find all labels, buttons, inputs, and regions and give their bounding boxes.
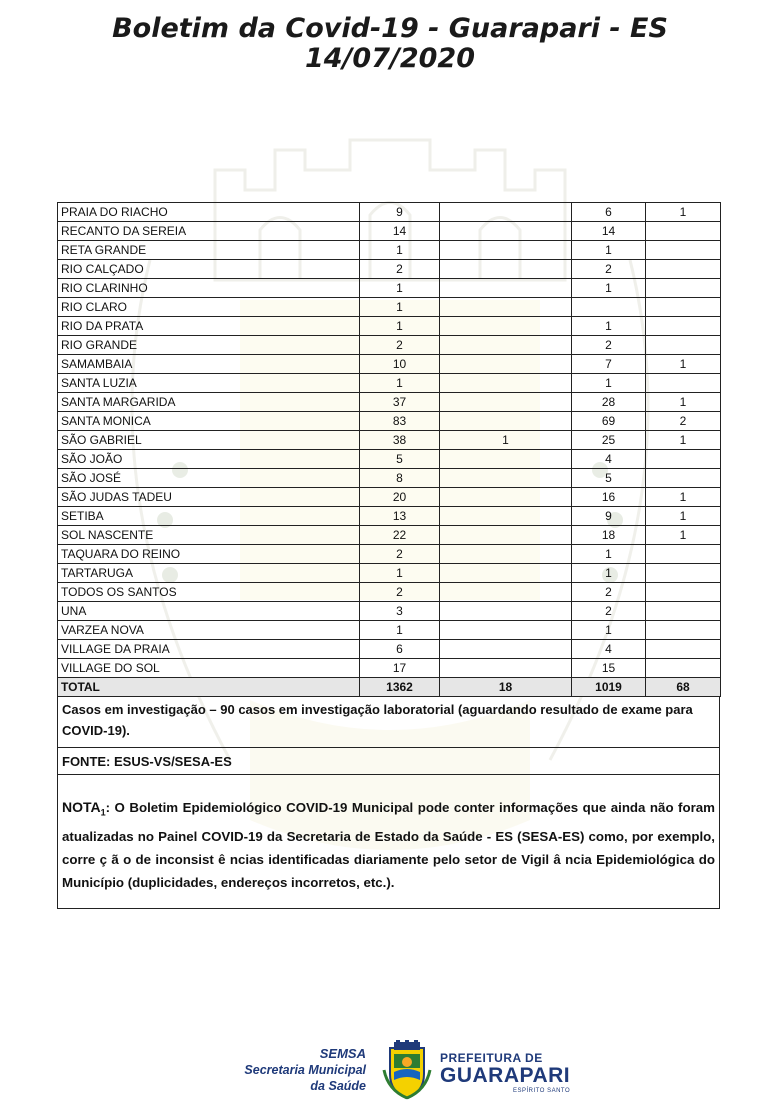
count-cell: 16 — [572, 488, 646, 507]
count-cell — [440, 222, 572, 241]
count-cell: 1 — [646, 203, 721, 222]
count-cell: 2 — [360, 336, 440, 355]
count-cell — [646, 317, 721, 336]
city-crest-icon — [382, 1040, 432, 1100]
table-row — [58, 260, 721, 279]
count-cell: 17 — [360, 659, 440, 678]
semsa-acronym: SEMSA — [319, 1046, 366, 1061]
neighborhood-cell: SÃO JOÃO — [58, 450, 360, 469]
count-cell: 1 — [646, 393, 721, 412]
count-cell — [646, 450, 721, 469]
table-row — [58, 469, 721, 488]
table-row — [58, 450, 721, 469]
count-cell: 2 — [646, 412, 721, 431]
semsa-logo-text — [244, 1046, 366, 1094]
count-cell: 1 — [360, 564, 440, 583]
count-cell: 2 — [572, 583, 646, 602]
table-row — [58, 583, 721, 602]
count-cell: 1 — [572, 564, 646, 583]
nota-box — [57, 775, 720, 909]
prefeitura-logo-text — [440, 1052, 570, 1095]
count-cell: 1 — [360, 317, 440, 336]
table-row — [58, 640, 721, 659]
neighborhood-cell: RETA GRANDE — [58, 241, 360, 260]
count-cell: 37 — [360, 393, 440, 412]
count-cell — [646, 602, 721, 621]
neighborhood-cell: RIO GRANDE — [58, 336, 360, 355]
count-cell — [646, 374, 721, 393]
count-cell: 4 — [572, 450, 646, 469]
count-cell: 1 — [646, 526, 721, 545]
count-cell — [440, 241, 572, 260]
count-cell: 20 — [360, 488, 440, 507]
count-cell: 13 — [360, 507, 440, 526]
count-cell — [440, 279, 572, 298]
table-row — [58, 298, 721, 317]
table-row — [58, 602, 721, 621]
count-cell — [440, 412, 572, 431]
count-cell: 2 — [360, 583, 440, 602]
count-cell — [440, 640, 572, 659]
count-cell: 2 — [360, 260, 440, 279]
nota-subscript: 1 — [100, 807, 106, 818]
count-cell — [440, 450, 572, 469]
neighborhood-cell: TODOS OS SANTOS — [58, 583, 360, 602]
pref-line3: ESPÍRITO SANTO — [513, 1088, 571, 1094]
count-cell: 1019 — [572, 678, 646, 697]
count-cell: 1 — [360, 298, 440, 317]
count-cell: 38 — [360, 431, 440, 450]
count-cell: 1 — [646, 431, 721, 450]
count-cell: 15 — [572, 659, 646, 678]
count-cell — [440, 488, 572, 507]
count-cell: 1 — [440, 431, 572, 450]
neighborhood-cell: SAMAMBAIA — [58, 355, 360, 374]
count-cell — [646, 298, 721, 317]
count-cell — [440, 317, 572, 336]
footer — [0, 1040, 780, 1110]
count-cell: 5 — [572, 469, 646, 488]
count-cell: 18 — [440, 678, 572, 697]
table-row — [58, 393, 721, 412]
count-cell: 1 — [360, 279, 440, 298]
neighborhood-cell: SÃO JOSÉ — [58, 469, 360, 488]
table-row — [58, 336, 721, 355]
table-row — [58, 526, 721, 545]
neighborhood-cell: UNA — [58, 602, 360, 621]
count-cell — [646, 640, 721, 659]
count-cell: 28 — [572, 393, 646, 412]
table-row — [58, 545, 721, 564]
count-cell: 83 — [360, 412, 440, 431]
count-cell — [440, 526, 572, 545]
table-row — [58, 431, 721, 450]
semsa-line3: da Saúde — [310, 1079, 366, 1093]
count-cell: 6 — [572, 203, 646, 222]
count-cell — [440, 298, 572, 317]
count-cell: 69 — [572, 412, 646, 431]
table-row — [58, 222, 721, 241]
count-cell — [572, 298, 646, 317]
nota-label: NOTA — [62, 799, 101, 815]
table-row — [58, 203, 721, 222]
count-cell: 1 — [646, 355, 721, 374]
table-row — [58, 659, 721, 678]
nota-text: : O Boletim Epidemiológico COVID-19 Municipal pode conter informações que ainda não foram atualizadas no Painel COVID-19 da Secretaria de Estado da Saúde - ES (SESA-ES) como, por exemplo, corre ç ã o de inconsist ê ncias identificadas diariamente pelo setor de Vigil â ncia Epidemiológica do Município (duplicidades, endereços incorretos, etc.). — [62, 800, 715, 890]
count-cell: 1 — [572, 545, 646, 564]
table-row — [58, 488, 721, 507]
neighborhood-cell: SETIBA — [58, 507, 360, 526]
neighborhood-cell: SANTA MONICA — [58, 412, 360, 431]
count-cell: 1 — [360, 241, 440, 260]
investigation-note: Casos em investigação – 90 casos em investigação laboratorial (aguardando resultado de exame para COVID-19). — [57, 696, 720, 748]
count-cell — [646, 564, 721, 583]
count-cell — [440, 393, 572, 412]
neighborhood-cell: VILLAGE DO SOL — [58, 659, 360, 678]
count-cell: 1 — [572, 317, 646, 336]
count-cell: 25 — [572, 431, 646, 450]
table-row — [58, 355, 721, 374]
count-cell: 18 — [572, 526, 646, 545]
neighborhood-cell: SÃO JUDAS TADEU — [58, 488, 360, 507]
table-row — [58, 621, 721, 640]
neighborhood-cell: TARTARUGA — [58, 564, 360, 583]
count-cell: 1 — [360, 621, 440, 640]
count-cell: 3 — [360, 602, 440, 621]
count-cell: 1 — [646, 488, 721, 507]
table-total-row — [58, 678, 721, 697]
cases-table — [57, 202, 721, 697]
count-cell — [646, 621, 721, 640]
count-cell — [440, 507, 572, 526]
count-cell: 1362 — [360, 678, 440, 697]
count-cell — [646, 336, 721, 355]
count-cell: 1 — [360, 374, 440, 393]
count-cell — [440, 564, 572, 583]
table-row — [58, 241, 721, 260]
neighborhood-cell: TAQUARA DO REINO — [58, 545, 360, 564]
count-cell: 9 — [572, 507, 646, 526]
neighborhood-cell: VILLAGE DA PRAIA — [58, 640, 360, 659]
count-cell — [440, 336, 572, 355]
neighborhood-cell: RIO CLARO — [58, 298, 360, 317]
count-cell — [440, 355, 572, 374]
count-cell: 4 — [572, 640, 646, 659]
count-cell — [440, 659, 572, 678]
neighborhood-cell: SANTA LUZIA — [58, 374, 360, 393]
count-cell: 14 — [360, 222, 440, 241]
count-cell — [440, 374, 572, 393]
count-cell: 2 — [572, 602, 646, 621]
count-cell — [440, 583, 572, 602]
count-cell: 1 — [572, 241, 646, 260]
count-cell: 2 — [572, 336, 646, 355]
count-cell: 6 — [360, 640, 440, 659]
pref-line2: GUARAPARI — [440, 1064, 571, 1087]
count-cell — [646, 279, 721, 298]
count-cell — [646, 260, 721, 279]
count-cell — [440, 469, 572, 488]
count-cell: 8 — [360, 469, 440, 488]
count-cell: 9 — [360, 203, 440, 222]
count-cell — [646, 241, 721, 260]
semsa-line2: Secretaria Municipal — [244, 1063, 366, 1077]
count-cell — [646, 469, 721, 488]
count-cell: 1 — [646, 507, 721, 526]
page-title: Boletim da Covid-19 - Guarapari - ES — [112, 13, 668, 44]
count-cell: 10 — [360, 355, 440, 374]
table-row — [58, 279, 721, 298]
pref-line1: PREFEITURA DE — [440, 1051, 543, 1065]
count-cell — [646, 545, 721, 564]
report-date: 14/07/2020 — [304, 43, 475, 74]
table-row — [58, 374, 721, 393]
count-cell: 7 — [572, 355, 646, 374]
table-row — [58, 317, 721, 336]
count-cell — [646, 222, 721, 241]
neighborhood-cell: VARZEA NOVA — [58, 621, 360, 640]
neighborhood-cell: SOL NASCENTE — [58, 526, 360, 545]
count-cell — [440, 203, 572, 222]
neighborhood-cell: TOTAL — [58, 678, 360, 697]
count-cell: 2 — [360, 545, 440, 564]
source-note: FONTE: ESUS-VS/SESA-ES — [57, 748, 720, 775]
count-cell — [440, 621, 572, 640]
count-cell — [440, 545, 572, 564]
count-cell: 22 — [360, 526, 440, 545]
table-row — [58, 507, 721, 526]
count-cell: 2 — [572, 260, 646, 279]
count-cell: 1 — [572, 374, 646, 393]
neighborhood-cell: RECANTO DA SEREIA — [58, 222, 360, 241]
count-cell: 1 — [572, 279, 646, 298]
count-cell: 1 — [572, 621, 646, 640]
neighborhood-cell: RIO CALÇADO — [58, 260, 360, 279]
count-cell: 68 — [646, 678, 721, 697]
neighborhood-cell: SÃO GABRIEL — [58, 431, 360, 450]
count-cell — [646, 659, 721, 678]
table-row — [58, 412, 721, 431]
neighborhood-cell: PRAIA DO RIACHO — [58, 203, 360, 222]
count-cell — [440, 260, 572, 279]
count-cell — [440, 602, 572, 621]
neighborhood-cell: RIO DA PRATA — [58, 317, 360, 336]
neighborhood-cell: RIO CLARINHO — [58, 279, 360, 298]
table-row — [58, 564, 721, 583]
count-cell: 5 — [360, 450, 440, 469]
count-cell: 14 — [572, 222, 646, 241]
count-cell — [646, 583, 721, 602]
neighborhood-cell: SANTA MARGARIDA — [58, 393, 360, 412]
